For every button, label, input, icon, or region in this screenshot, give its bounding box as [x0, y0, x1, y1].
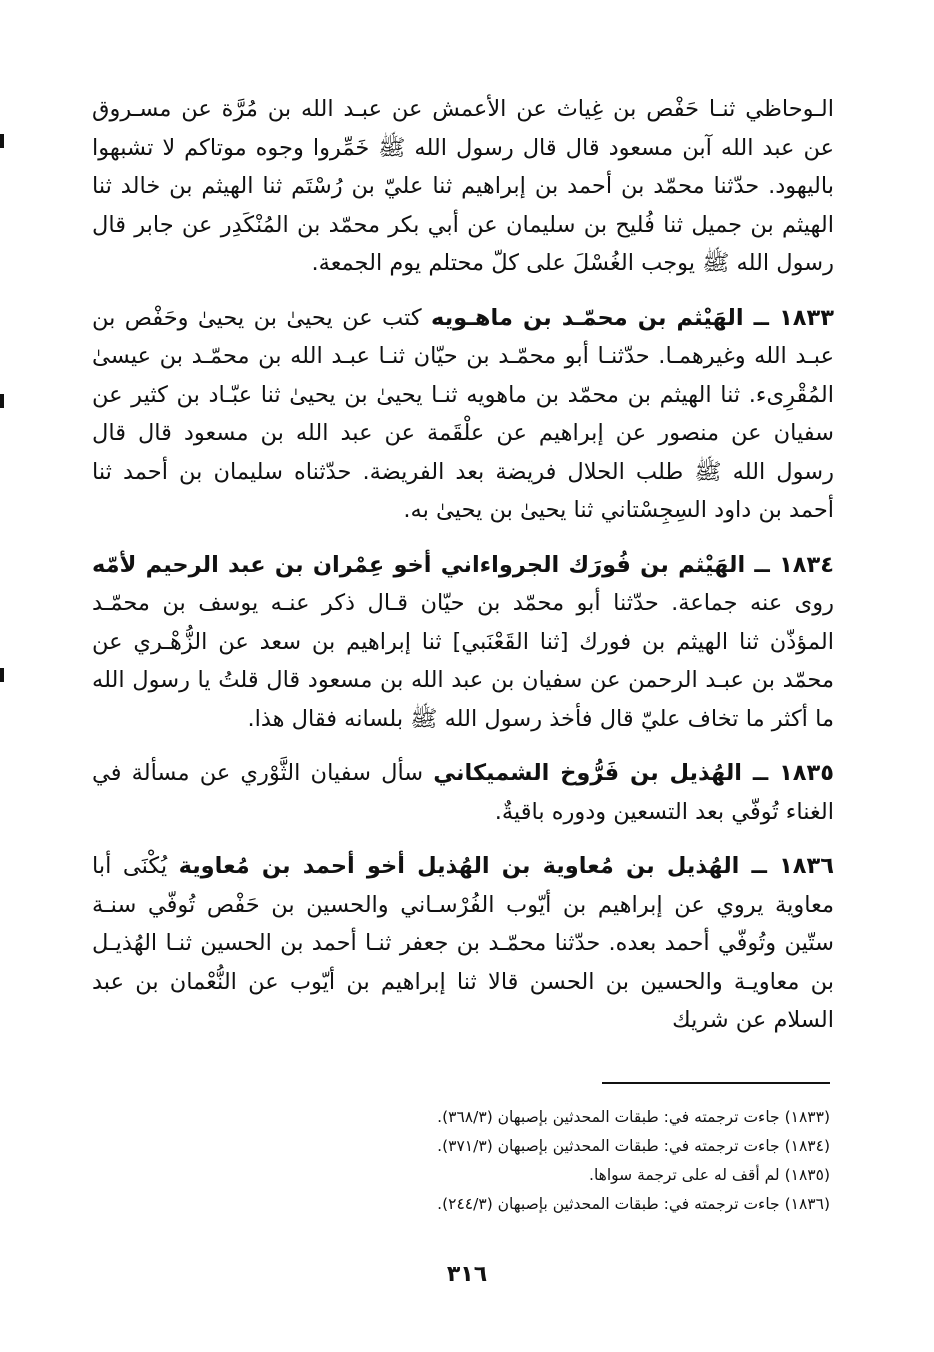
- entry-heading: ١٨٣٤ ــ الهَيْثم بن فُورَك الجرواءاني أخو عِمْران بن عبد الرحيم لأمّه: [92, 551, 834, 578]
- entry-1836: [92, 847, 834, 1040]
- entry-body: كتب عن يحيىٰ بن يحيىٰ وحَفْص بن عبـد الله وغيرهمـا. حدّثنـا أبو محمّـد بن حيّان ثنـا عبـد الله بن محمّـد بن عيسىٰ المُقْرِىء. ثنا الهيثم بن محمّد بن ماهويه ثنـا يحيىٰ بن يحيىٰ ثنا عبّـاد بن كثير عن سفيان عن منصور عن إبراهيم عن علْقَمة عن عبد الله بن مسعود قال قال رسول الله ﷺ طلب الحلال فريضة بعد الفريضة. حدّثناه سليمان بن أحمد ثنا أحمد بن داود السِجِسْتاني ثنا يحيىٰ بن يحيىٰ به.: [92, 304, 834, 523]
- entry-body: سأل سفيان الثَّوْري عن مسألة في الغناء تُوفّي بعد التسعين ودوره باقيةٌ.: [92, 760, 834, 825]
- paragraph-continuation: الـوحاظي ثنـا حَفْص بن غِياث عن الأعمش عن عبـد الله بن مُرَّة عن مسـروق عن عبد الله آبن مسعود قال قال رسول الله ﷺ خَمِّروا وجوه موتاكم لا تشبهوا باليهود. حدّثنا محمّد بن أحمد بن إبراهيم ثنا عليّ بن رُسْتَم ثنا الهيثم بن خالد ثنا الهيثم بن جميل ثنا فُليح بن سليمان عن أبي بكر محمّد بن المُنْكَدِر عن جابر قال رسول الله ﷺ يوجب الغُسْلَ على كلّ محتلم يوم الجمعة.: [92, 96, 834, 276]
- entry-heading: ١٨٣٣ ــ الهَيْثم بن محمّـد بن ماهـويه: [431, 304, 835, 331]
- main-text: [92, 90, 834, 1056]
- entry-heading: ١٨٣٥ ــ الهُذيل بن فَرُّوخ الشميكاني: [433, 760, 834, 786]
- footnote-1834: (١٨٣٤) جاءت ترجمته في: طبقات المحدثين بإصبهان (٣٧١/٣).: [437, 1137, 830, 1155]
- scan-edge-mark: [0, 394, 4, 408]
- entry-body: روى عنه جماعة. حدّثنا أبو محمّد بن حيّان قـال ذكر عنـه يوسف بن محمّـد المؤذّن ثنا الهيثم بن فورك [ثنا القَعْنَبي] ثنا إبراهيم بن سعد عن الزُّهْـري عن محمّد بن عبـد الرحمن عن سفيان بن عبد الله بن مسعود قال قلتُ يا رسول الله ما أكثر ما تخاف عليّ قال فأخذ رسول الله ﷺ بلسانه فقال هذا.: [92, 590, 834, 732]
- scan-edge-mark: [0, 668, 4, 682]
- entry-1833: [92, 299, 834, 530]
- footnote-1836: (١٨٣٦) جاءت ترجمته في: طبقات المحدثين بإصبهان (٢٤٤/٣).: [437, 1195, 830, 1213]
- footnote-divider: [602, 1082, 830, 1084]
- page-number: ٣١٦: [446, 1262, 488, 1287]
- footnote-1835: (١٨٣٥) لم أقف له على ترجمة سواها.: [589, 1166, 830, 1184]
- footnotes: [210, 1103, 830, 1219]
- scan-edge-mark: [0, 134, 4, 148]
- entry-1835: [92, 754, 834, 831]
- entry-body: يُكْنَى أبا معاوية يروي عن إبراهيم بن أيّوب الفُرْسـاني والحسين بن حَفْص تُوفّي سنـة ستّين وتُوفّي أحمد بعده. حدّثنا محمّـد بن جعفر ثنـا أحمد بن الحسين ثنـا الهُذيـل بن معاويـة والحسين بن الحسن قالا ثنا إبراهيم بن أيّوب عن النُّعْمان بن عبد السلام عن شريك: [92, 853, 834, 1033]
- entry-heading: ١٨٣٦ ــ الهُذيل بن مُعاوية بن الهُذيل أخو أحمد بن مُعاوية: [178, 853, 835, 879]
- footnote-1833: (١٨٣٣) جاءت ترجمته في: طبقات المحدثين بإصبهان (٣٦٨/٣).: [437, 1108, 830, 1126]
- entry-1834: [92, 546, 834, 739]
